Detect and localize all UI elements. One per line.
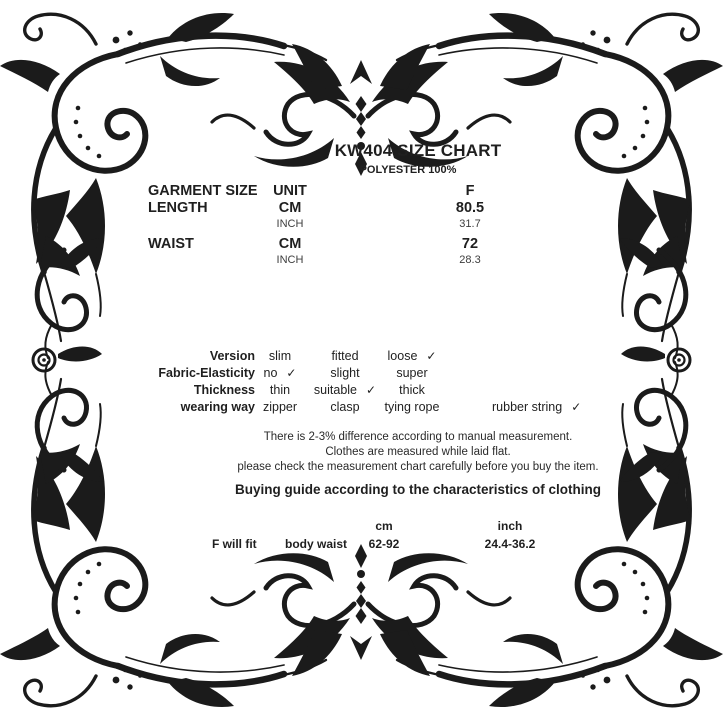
unit-cell: CM	[278, 236, 302, 252]
characteristic-row-thickness	[0, 383, 723, 399]
option-cell: rubber string ✓	[492, 400, 582, 414]
table-header-row	[0, 183, 723, 200]
table-row	[0, 200, 723, 217]
note-line: Clothes are measured while laid flat.	[325, 446, 511, 458]
checkmark-icon: ✓	[571, 400, 582, 414]
checkmark-icon: ✓	[426, 349, 437, 363]
table-row	[0, 236, 723, 253]
buying-guide-heading: Buying guide according to the characteristics of clothing	[234, 482, 602, 497]
option-cell: slight	[330, 366, 360, 380]
value-cell: 31.7	[459, 218, 481, 230]
note-line: There is 2-3% difference according to manual measurement.	[263, 431, 573, 443]
option-cell: suitable ✓	[313, 383, 377, 397]
material-label: POLYESTER 100%	[359, 164, 457, 176]
option-cell: fitted	[331, 349, 359, 363]
fit-column-inch: inch	[497, 519, 523, 533]
fit-size-label: F will fit	[212, 537, 257, 551]
option-cell	[492, 349, 622, 363]
option-cell: zipper	[262, 400, 298, 414]
checkmark-icon: ✓	[286, 366, 297, 380]
fit-body-part: body waist	[285, 537, 348, 551]
option-cell: slim	[268, 349, 292, 363]
row-label: LENGTH	[148, 200, 208, 216]
table-row	[0, 218, 723, 235]
option-cell: no ✓	[263, 366, 297, 380]
unit-cell: INCH	[276, 254, 304, 266]
unit-cell: INCH	[276, 218, 304, 230]
option-cell: thin	[269, 383, 291, 397]
value-cell: 72	[461, 236, 479, 252]
option-cell: loose ✓	[387, 349, 437, 363]
fit-range-cm: 62-92	[368, 537, 400, 551]
characteristic-label: wearing way	[180, 400, 255, 414]
table-row	[0, 254, 723, 271]
fit-range-inch: 24.4-36.2	[484, 537, 536, 551]
value-cell: 28.3	[459, 254, 481, 266]
option-cell	[492, 383, 622, 397]
fit-column-cm: cm	[375, 519, 393, 533]
option-cell	[492, 366, 622, 380]
characteristic-row-version	[0, 349, 723, 365]
unit-header: UNIT	[273, 183, 307, 199]
characteristic-row-elasticity	[0, 366, 723, 382]
characteristic-label: Thickness	[193, 383, 255, 397]
unit-cell: CM	[278, 200, 302, 216]
size-f-header: F	[465, 183, 475, 199]
option-cell: super	[396, 366, 428, 380]
page-title: KW404 SIZE CHART	[334, 141, 502, 160]
option-cell: tying rope	[384, 400, 440, 414]
note-line: please check the measurement chart carefully before you buy the item.	[237, 461, 599, 473]
value-cell: 80.5	[455, 200, 485, 216]
row-label: WAIST	[148, 236, 194, 252]
characteristic-row-wearing-way	[0, 400, 723, 416]
garment-size-header: GARMENT SIZE	[148, 183, 258, 199]
checkmark-icon: ✓	[366, 383, 377, 397]
characteristic-label: Version	[209, 349, 255, 363]
characteristic-label: Fabric-Elasticity	[158, 366, 255, 380]
option-cell: thick	[399, 383, 425, 397]
option-cell: clasp	[330, 400, 360, 414]
